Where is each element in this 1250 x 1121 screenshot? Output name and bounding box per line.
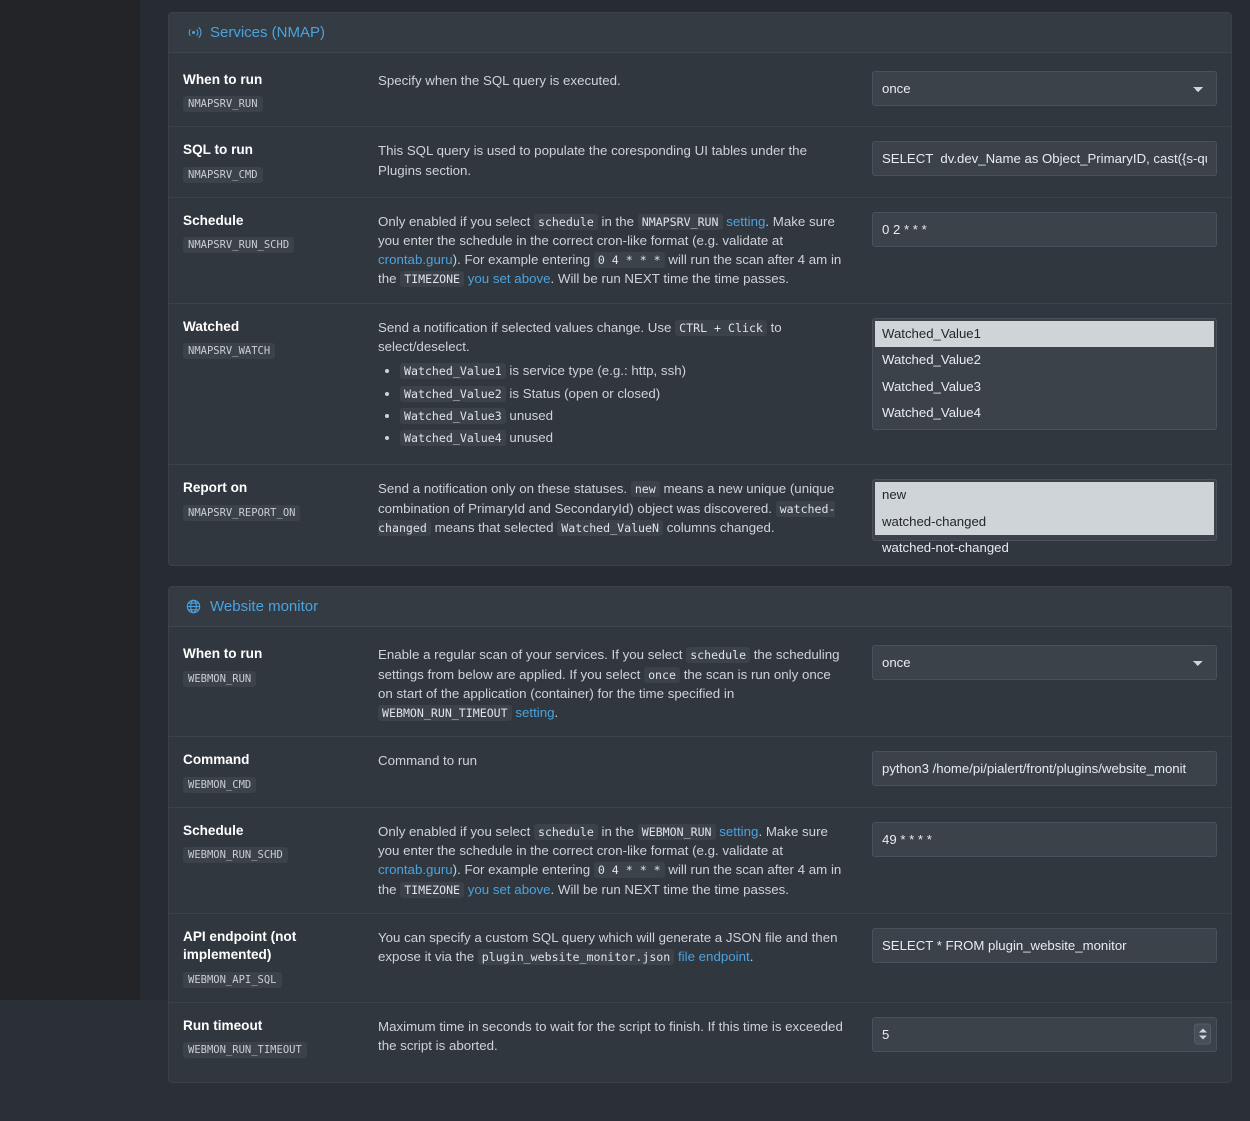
setting-row-api-endpoint [169,914,1231,1003]
list-item[interactable]: watched-not-changed [882,540,1009,556]
setting-code: WEBMON_RUN [183,671,256,687]
stepper-arrows[interactable] [1194,1024,1211,1045]
setting-control [872,1017,1217,1052]
setting-description: Send a notification only on these statuses. new means a new unique (unique combination of PrimaryId and SecondaryId) object was discovered. watched-changed means that selected Watched_ValueN columns changed. [378,481,836,535]
setting-title: Run timeout [183,1017,263,1033]
setting-code: NMAPSRV_RUN [183,96,263,112]
setting-title: When to run [183,72,263,87]
setting-control [872,141,1217,176]
setting-label-col [183,751,378,792]
setting-label-col [183,318,378,359]
card-header [169,587,1231,627]
setting-title: Schedule [183,822,244,838]
text-input[interactable] [872,751,1217,786]
setting-label-col [183,645,378,686]
setting-label-col [183,822,378,863]
setting-title: Watched [183,318,240,334]
card-body [169,627,1231,1082]
setting-label-col [183,141,378,182]
setting-label-col [183,1017,378,1058]
list-item[interactable]: Watched_Value1 [875,321,1214,347]
setting-description: Maximum time in seconds to wait for the script to finish. If this time is exceeded the script is aborted. [378,1018,843,1053]
settings-content [140,0,1250,1121]
text-input[interactable] [872,928,1217,963]
setting-description: Only enabled if you select schedule in the NMAPSRV_RUN setting. Make sure you enter the schedule in the correct cron-like format (e.g. validate at crontab.guru). For example entering 0 4 * * * will run the scan after 4 am in the TIMEZONE you set above. Will be run NEXT time the time passes. [378,213,842,287]
setting-control [872,645,1217,680]
setting-row-command [169,737,1231,807]
setting-description: This SQL query is used to populate the coresponding UI tables under the Plugins section. [378,143,807,178]
sidebar-gutter [0,0,140,1000]
setting-row-report-on [169,465,1231,555]
card-title: Services (NMAP) [210,24,326,41]
setting-description: Enable a regular scan of your services. If you select schedule the scheduling settings from below are applied. If you select once the scan is run only once on start of the application (container) for the time specified in WEBMON_RUN_TIMEOUT setting. [378,647,840,721]
globe-icon [185,599,201,615]
setting-code: NMAPSRV_CMD [183,167,263,183]
setting-row-run-timeout [169,1003,1231,1072]
setting-control [872,751,1217,786]
setting-description: Only enabled if you select schedule in the WEBMON_RUN setting. Make sure you enter the schedule in the correct cron-like format (e.g. validate at crontab.guru). For example entering 0 4 * * * will run the scan after 4 am in the TIMEZONE you set above. Will be run NEXT time the time passes. [378,823,842,897]
setting-title: When to run [183,646,263,662]
setting-row-watched [169,304,1231,466]
card-title: Website monitor [210,598,319,616]
setting-title: SQL to run [183,142,253,158]
setting-description: Send a notification if selected values change. Use CTRL + Click to select/deselect. • Watched_Value1 is service type (e.g.: http, ssh) • Watched_Value2 is Status (open or closed) • Watched_Value3 unused • Watched_Value4 unused [378,318,872,451]
setting-title: API endpoint (not implemented) [183,928,297,963]
setting-code: NMAPSRV_WATCH [183,343,275,359]
setting-row-schedule [169,808,1231,914]
setting-title: Command [183,752,250,768]
setting-control [872,928,1217,963]
setting-code: NMAPSRV_RUN_SCHD [183,237,294,253]
setting-code: WEBMON_CMD [183,777,256,793]
multi-select-listbox[interactable] [872,479,1217,556]
number-input[interactable] [872,1017,1217,1052]
setting-row-schedule [169,198,1231,304]
list-item[interactable]: Watched_Value4 [882,405,981,421]
radar-icon [185,25,201,41]
setting-control [872,822,1217,857]
multi-select-listbox[interactable] [872,318,1217,430]
setting-label-col [183,71,378,112]
setting-code: WEBMON_RUN_TIMEOUT [183,1042,307,1058]
list-item[interactable]: watched-changed [875,509,1214,535]
settings-card-website-monitor [168,586,1232,1083]
setting-row-when-to-run [169,631,1231,737]
text-input[interactable] [872,822,1217,857]
select-control[interactable] [872,71,1217,106]
setting-code: WEBMON_API_SQL [183,972,282,988]
card-header [169,13,1231,53]
setting-label-col [183,928,378,988]
setting-control [872,71,1217,106]
setting-code: NMAPSRV_REPORT_ON [183,505,300,521]
list-item[interactable]: Watched_Value3 [882,378,981,394]
number-stepper[interactable] [872,1017,1217,1052]
setting-description: Specify when the SQL query is executed. [378,73,621,88]
text-input[interactable] [872,212,1217,247]
list-item[interactable]: new [875,482,1214,508]
select-control[interactable] [872,645,1217,680]
settings-card-services-nmap [168,12,1232,566]
list-item[interactable]: Watched_Value2 [882,352,981,368]
setting-description: Command to run [378,753,478,769]
text-input[interactable] [872,141,1217,176]
setting-description: You can specify a custom SQL query which will generate a JSON file and then expose it via the plugin_website_monitor.json file endpoint. [378,929,838,965]
setting-row-when-to-run [169,57,1231,127]
setting-control [872,479,1217,556]
setting-code: WEBMON_RUN_SCHD [183,847,288,863]
setting-title: Report on [183,480,248,496]
setting-control [872,318,1217,430]
card-body [169,53,1231,565]
setting-label-col [183,212,378,253]
setting-title: Schedule [183,212,244,228]
setting-row-sql-to-run [169,127,1231,197]
setting-control [872,212,1217,247]
setting-label-col [183,479,378,520]
